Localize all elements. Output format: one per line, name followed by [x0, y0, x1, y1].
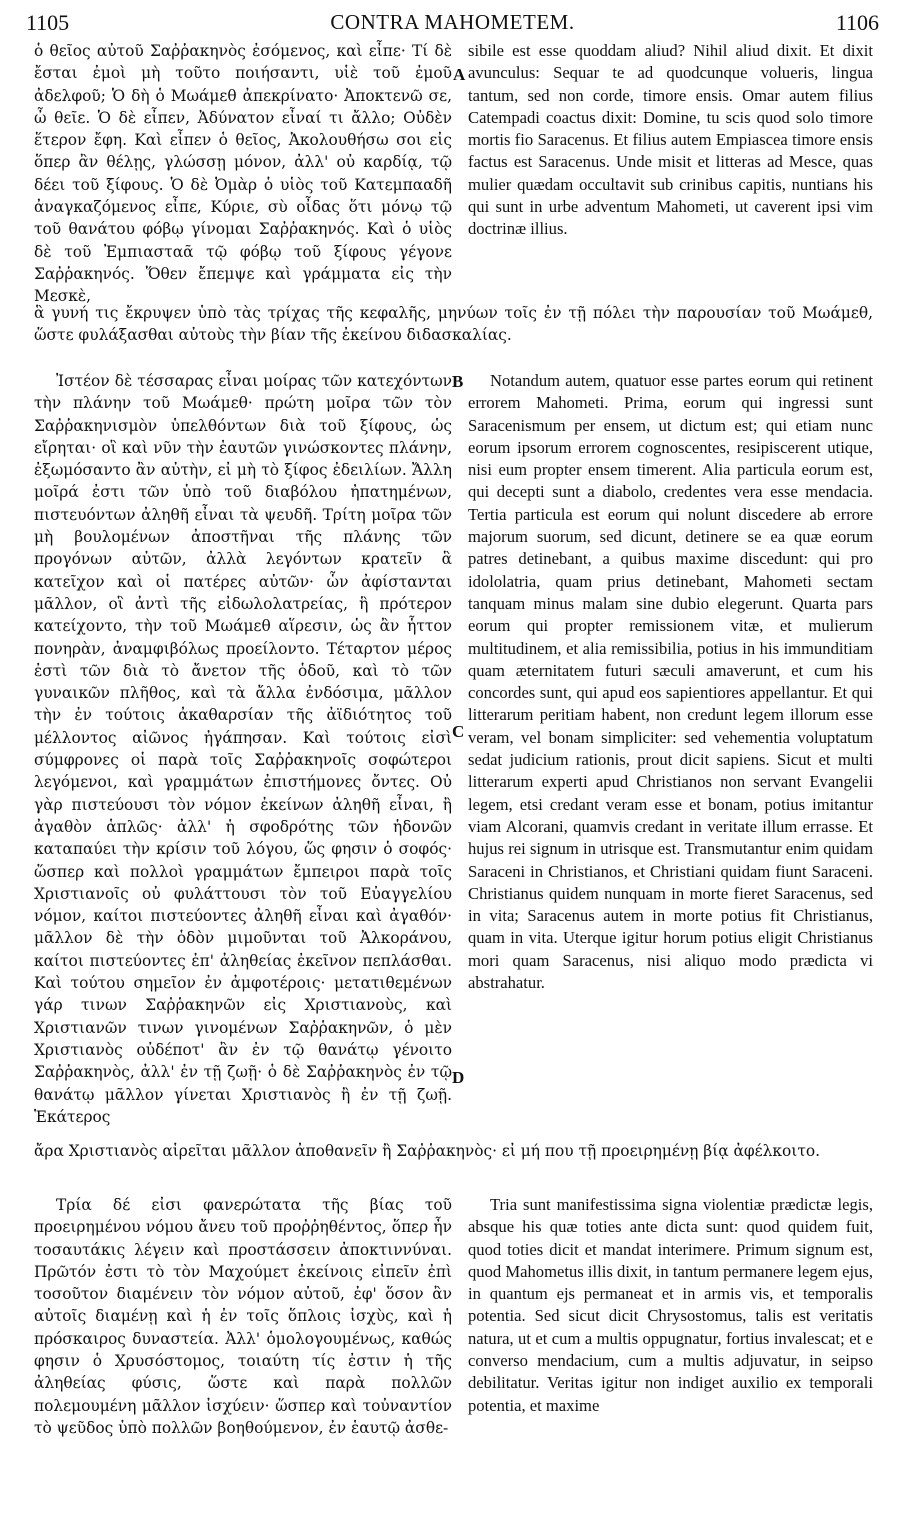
running-title: CONTRA MAHOMETEM.: [330, 10, 575, 34]
greek-paragraph: Τρία δέ εἰσι φανερώτατα τῆς βίας τοῦ προειρημένου νόμου ἄνευ τοῦ προῤῥηθέντος, ὅπερ ἦν τοσαυτάκις λέγειν καὶ προστάσσειν ἀποκτιννύναι. Πρῶτόν ἐστι τὸ τὸν Μαχούμετ ἐκείνοις εἰπεῖν ἐπὶ τοσοῦτον διαμένειν τὸν νόμον αὐτοῦ, ἐφ' ὅσον ἂν αὐτοῖς διαμένῃ καὶ ἡ ἐν τοῖς ὅπλοις ἰσχὺς, καὶ ἡ πρόσκαιρος δυναστεία. Ἀλλ' ὁμολογουμένως, καθώς φησιν ὁ Χρυσόστομος, τοιαύτη τίς ἐστιν ἡ τῆς ἀληθείας φύσις, ὥστε καὶ παρὰ πολλῶν πολεμουμένη μᾶλλον ἰσχύειν· ὥσπερ καὶ τοὐναντίον τὸ ψεῦδος ὑπὸ πολλῶν βοηθούμενον, ἐν ἑαυτῷ ἀσθε-: [34, 1196, 452, 1437]
margin-marker-a: A: [453, 65, 466, 84]
margin-marker-c: C: [452, 722, 465, 741]
page-header: [26, 6, 879, 36]
latin-paragraph: Tria sunt manifestissima signa violentiæ prædictæ legis, absque his quæ toties ante dicta sunt: quod quidem fuit, quod toties dicit et mandat interimere. Primum signum est, quod Mahometus illis dixit, in tantum permanere legem ejus, in quantum ejs permaneat et in armis vis, et temporalis potentia. Sed sicut dicit Chrysostomus, talis est veritatis natura, ut et cum a multis oppugnatur, fortius invalescat; et e converso mendacium, cum a multis adjuvatur, in seipso debilitatur. Veritas igitur non indiget auxilio ex temporali potentia, et maxime: [468, 1195, 873, 1415]
spanning-text-two: [34, 1140, 873, 1162]
section-three: [34, 1194, 873, 1494]
greek-column: [34, 370, 452, 1128]
latin-column: [468, 40, 873, 241]
page-number-right: 1106: [835, 10, 879, 35]
margin-marker-b: B: [452, 372, 464, 391]
latin-column: [468, 1194, 873, 1417]
latin-paragraph: Notandum autem, quatuor esse partes eorum qui retinent errorem Mahometi. Prima, eorum qui ingressi sunt Saracenismum per ensem, ut dictum est; qui etiam nunc eorum ipsorum errorem cognoscentes, resipiscerent utique, nisi eum propter ensem timerent. Alia particula eorum est, qui decepti sunt a diabolo, credentes vera esse mendacia. Tertia particula est eorum qui nolunt discedere ab errore majorum suorum, sed dicunt, detinere se ea quæ eorum patres detinebant, a quibus maxime discedunt: qui pro idololatria, quam prius detinebant, Mahometi sectam tanquam minus malam sine dubio elegerunt. Quarta pars eorum qui propter remissionem vitæ, et mulierum multitudinem, et alia remissibilia, potius in his immunditiam quam æternitatem futuri sæculi amaverunt, et cum his concordes sunt, qui apud eos sapientiores appellantur. Et qui litterarum peritiam habent, non credunt legem illorum esse veram, vel bonam simpliciter: sed vehementia voluptatum sedat judicium rationis, prout dicit sapiens. Sicut et multi litterarum experti apud Christianos non servant Evangelii legem, etsi credant veram esse et bonam, potius imitantur viam Alcorani, quamvis credant in veritate illum errasse. Et hujus rei signum in utrisque est. Transmutantur enim quidam Saraceni in Christianos, et Christiani quidam fiunt Saraceni. Christianus quidem nunquam in morte fieret Saracenus, sed in vita; Saracenus autem in morte potius fit Christianus, quam in vita. Uterque igitur horum potius eligit Christianus mori quam Saracenus, nisi aliquo modo prædicta vi abstrahatur.: [468, 371, 873, 993]
spanning-paragraph: ἃ γυνή τις ἔκρυψεν ὑπὸ τὰς τρίχας τῆς κεφαλῆς, μηνύων τοῖς ἐν τῇ πόλει τὴν παρουσίαν τοῦ Μωάμεθ, ὥστε φυλάξασθαι αὐτοὺς τὴν βίαν τῆς ἐκείνου διδασκαλίας.: [34, 304, 873, 345]
latin-column: [468, 370, 873, 994]
greek-column: [34, 1194, 452, 1439]
latin-paragraph: sibile est esse quoddam aliud? Nihil aliud dixit. Et dixit avunculus: Sequar te ad quodcunque volueris, lingua tantum, sed non corde, timore ensis. Omar autem filius Catempadi coactus dixit: Domine, tu scis quod solo timore mortis fio Saracenus. Et filius autem Empiascea timore ensis factus est Saracenus. Unde misit et litteras ad Mesce, quas mulier quædam occultavit sub crinibus capitis, nuntians his qui sunt in urbe adventum Mahometi, ut caverent ipsi vim doctrinæ illius.: [468, 41, 873, 239]
section-two: [34, 370, 873, 1138]
spanning-text-one: [34, 302, 873, 347]
greek-column: [34, 40, 452, 308]
margin-marker-d: D: [452, 1068, 465, 1087]
spanning-paragraph: ἄρα Χριστιανὸς αἱρεῖται μᾶλλον ἀποθανεῖν ἢ Σαῤῥακηνὸς· εἰ μή που τῇ προειρημένῃ βίᾳ ἀφέλκοιτο.: [34, 1142, 821, 1160]
greek-paragraph: ὁ θεῖος αὐτοῦ Σαῤῥακηνὸς ἐσόμενος, καὶ εἶπε· Τί δὲ ἔσται ἐμοὶ μὴ τοῦτο ποιήσαντι, υἱὲ τοῦ ἐμοῦ ἀδελφοῦ; Ὁ δὴ ὁ Μωάμεθ ἀπεκρίνατο· Ἀποκτενῶ σε, ὦ θεῖε. Ὁ δὲ εἶπεν, Ἀδύνατον εἶναί τι ἄλλο; Οὐδὲν ἕτερον ἔφη. Καὶ εἶπεν ὁ θεῖος, Ἀκολουθήσω σοι εἰς ὅπερ ἂν θέλῃς, γλώσσῃ μόνον, ἀλλ' οὐ καρδίᾳ, τῷ δέει τοῦ ξίφους. Ὁ δὲ Ὀμὰρ ὁ υἱὸς τοῦ Κατεμπααδῆ ἀναγκαζόμενος εἶπε, Κύριε, σὺ οἶδας ὅτι μόνῳ τῷ τοῦ θανάτου φόβῳ γίνομαι Σαῤῥακηνός. Καὶ ὁ υἱὸς δὲ τοῦ Ἐμπιασταᾶ τῷ φόβῳ τοῦ ξίφους γέγονε Σαῤῥακηνός. Ὅθεν ἔπεμψε καὶ γράμματα εἰς τὴν Μεσκὲ,: [34, 42, 452, 306]
page-number-left: 1105: [26, 10, 70, 35]
greek-paragraph: Ἰστέον δὲ τέσσαρας εἶναι μοίρας τῶν κατεχόντων τὴν πλάνην τοῦ Μωάμεθ· πρώτη μοῖρα τῶν τὸν Σαῤῥακηνισμὸν ὑπελθόντων διὰ τοῦ ξίφους, ὡς εἴρηται· οἳ καὶ νῦν τὴν ἑαυτῶν γινώσκοντες πλάνην, ἐξωμόσαντο ἂν αὐτὴν, εἰ μὴ τὸ ξίφος ἐδειλίων. Ἄλλη μοῖρά ἐστι τῶν ὑπὸ τοῦ διαβόλου ἠπατημένων, πιστευόντων ἀληθῆ εἶναι τὰ ψευδῆ. Τρίτη μοῖρα τῶν μὴ βουλομένων ἀποστῆναι τῆς πλάνης τῶν προγόνων αὐτῶν, ἀλλὰ λεγόντων κρατεῖν ἃ κατεῖχον καὶ οἱ πατέρες αὐτῶν· ὧν ἀφίστανται μᾶλλον, οἳ ἀντὶ τῆς εἰδωλολατρείας, ἣ πρότερον κατείχοντο, τὴν τοῦ Μωάμεθ αἵρεσιν, ὡς ἂν ἧττον πονηρὰν, ἀναμφιβόλως προείλοντο. Τέταρτον μέρος ἐστὶ τῶν διὰ τὸ ἄνετον τῆς ὁδοῦ, καὶ τὸ τῶν γυναικῶν πλῆθος, καὶ τὰ ἄλλα ἐνδόσιμα, μᾶλλον τὴν ἐν τούτοις ἀκαθαρσίαν τῆς ἀϊδιότητος τοῦ μέλλοντος αἰῶνος ἠγάπησαν. Καὶ τούτοις εἰσὶ σύμφρονες οἱ παρὰ τοῖς Σαῤῥακηνοῖς σοφώτεροι λεγόμενοι, καὶ γραμμάτων ἐπιστήμονες ὄντες. Οὐ γὰρ πιστεύουσι τὸν νόμον ἐκείνων ἀληθῆ εἶναι, ἢ ἀγαθὸν ἁπλῶς· ἀλλ' ἡ σφοδρότης τῶν ἡδονῶν καταπαύει τὴν κρίσιν τοῦ λόγου, ὥς φησιν ὁ σοφός· ὥσπερ καὶ πολλοὶ γραμμάτων ἔμπειροι παρὰ τοῖς Χριστιανοῖς οὐ φυλάττουσι τὸν τοῦ Εὐαγγελίου νόμον, καίτοι πιστεύοντες ἀληθῆ εἶναι καὶ ἀγαθόν· μᾶλλον δὲ τὴν ὁδὸν μιμοῦνται τοῦ Ἀλκοράνου, καίτοι πιστεύοντες ἐπ' ἀληθείας ἐκεῖνον πεπλάσθαι. Καὶ τούτου σημεῖον ἐν ἀμφοτέροις· μετατιθεμένων γάρ τινων Σαῤῥακηνῶν εἰς Χριστιανοὺς, καὶ Χριστιανῶν τινων γινομένων Σαῤῥακηνῶν, ὁ μὲν Χριστιανὸς οὐδέποτ' ἂν ἐν τῷ θανάτῳ γένοιτο Σαῤῥακηνὸς, ἀλλ' ἐν τῇ ζωῇ· ὁ δὲ Σαῤῥακηνὸς ἐν τῷ θανάτῳ μᾶλλον γίνεται Χριστιανὸς ἢ ἐν τῇ ζωῇ. Ἑκάτερος: [34, 372, 452, 1126]
